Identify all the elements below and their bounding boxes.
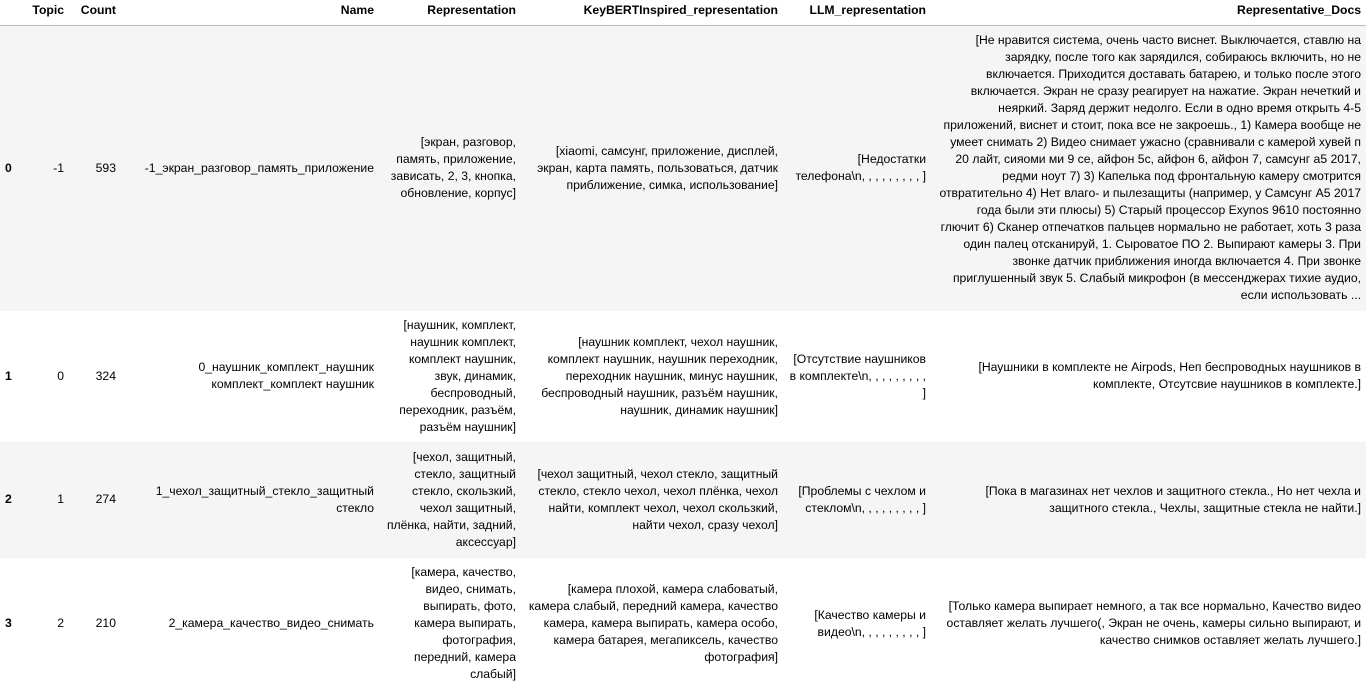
column-header-representative-docs: Representative_Docs [931, 0, 1366, 26]
column-header-count: Count [69, 0, 121, 26]
representation-cell: [наушник, комплект, наушник комплект, комплект наушник, звук, динамик, беспроводный, переходник, разъём, разъём наушник] [399, 317, 516, 434]
name-cell: -1_экран_разговор_память_приложение [144, 160, 374, 175]
keybert-representation-cell: [наушник комплект, чехол наушник, комплект наушник, наушник переходник, переходник наушник, минус наушник, беспроводный наушник, разъём наушник, наушник, динамик наушник] [541, 334, 778, 417]
column-header-llm-representation: LLM_representation [783, 0, 931, 26]
llm-representation-cell: [Проблемы с чехлом и стеклом\n, , , , , , , , , ] [798, 483, 926, 515]
table-row [0, 558, 1366, 690]
row-index: 0 [5, 160, 12, 175]
representative-docs-cell: [Пока в магазинах нет чехлов и защитного стекла., Но нет чехла и защитного стекла., Чехлы, защитные стекла не найти.] [985, 483, 1361, 515]
keybert-representation-cell: [xiaomi, самсунг, приложение, дисплей, экран, карта память, пользоваться, датчик приближение, симка, использование] [537, 143, 778, 192]
topic-cell: 2 [57, 616, 64, 630]
representation-cell: [камера, качество, видео, снимать, выпирать, фото, камера выпирать, фотография, передний, камера слабый] [411, 565, 516, 681]
representative-docs-cell: [Не нравится система, очень часто виснет. Выключается, ставлю на зарядку, после того как зарядился, собираюсь включить, но не включается. Приходится доставать батарею, и только после этого включается. Экран не сразу реагирует на нажатие. Экран нечеткий и неяркий. Заряд держит недолго. Если в одно время открыть 4-5 приложений, виснет и стоит, пока все не закроешь., 1) Камера вообще не умеет снимать 2) Видео снимает ужасно (сравнивали с камерой хувей п 20 лайт, сияоми ми 9 се, айфон 5с, айфон 6, айфон 7, самсунг а5 2017, редми ноут 7) 3) Капелька под фронтальную камеру смотрится отвратительно 4) Нет влаго- и пылезащиты (например, у Самсунг А5 2017 года были эти плюсы) 5) Старый процессор Exynos 9610 постоянно глючит 6) Сканер отпечатков пальцев нормально не работает, хоть 3 раза один палец отсканируй, 1. Сыроватое ПО 2. Выпирают камеры 3. При звонке датчик приближения иногда включается 4. При звонке приглушенный звук 5. Слабый микрофон (в мессенджерах тихие аудио, если использовать ... [939, 33, 1361, 303]
table-row [0, 311, 1366, 442]
row-index: 1 [5, 368, 12, 383]
keybert-representation-cell: [камера плохой, камера слабоватый, камера слабый, передний камера, качество камера, камера выпирать, камера особо, камера батарея, мегапиксель, качество фотография] [528, 582, 778, 664]
llm-representation-cell: [Отсутствие наушников в комплекте\n, , , , , , , , , ] [789, 351, 926, 400]
table-row [0, 442, 1366, 558]
table-header [0, 0, 1366, 26]
row-index: 2 [5, 492, 12, 506]
name-cell: 2_камера_качество_видео_снимать [168, 616, 374, 630]
llm-representation-cell: [Качество камеры и видео\n, , , , , , , , , ] [814, 607, 926, 639]
row-index: 3 [5, 616, 12, 630]
count-cell: 324 [95, 368, 116, 383]
table-body [0, 26, 1366, 690]
topic-cell: 1 [57, 492, 64, 506]
column-header-keybert-representation: KeyBERTInspired_representation [521, 0, 783, 26]
topic-cell: 0 [57, 368, 64, 383]
keybert-representation-cell: [чехол защитный, чехол стекло, защитный стекло, стекло чехол, чехол плёнка, чехол найти, комплект чехол, чехол скользкий, найти чехол, сразу чехол] [537, 466, 778, 532]
column-header-topic: Topic [24, 0, 69, 26]
representation-cell: [чехол, защитный, стекло, защитный стекло, скользкий, чехол защитный, плёнка, найти, задний, аксессуар] [386, 449, 516, 549]
representative-docs-cell: [Наушники в комплекте не Airpods, Нeп беспроводных наушников в комплекте, Отсутсвие наушников в комплекте.] [978, 360, 1361, 391]
column-header-name: Name [121, 0, 379, 26]
topic-cell: -1 [53, 160, 64, 175]
name-cell: 1_чехол_защитный_стекло_защитный стекло [155, 483, 374, 515]
table-row [0, 26, 1366, 311]
llm-representation-cell: [Недостатки телефона\n, , , , , , , , , ] [795, 152, 926, 184]
name-cell: 0_наушник_комплект_наушник комплект_комплект наушник [198, 360, 374, 391]
representation-cell: [экран, разговор, память, приложение, зависать, 2, 3, кнопка, обновление, корпус] [390, 135, 516, 201]
column-header-index [0, 0, 24, 26]
count-cell: 593 [95, 160, 116, 175]
count-cell: 210 [95, 616, 116, 630]
representative-docs-cell: [Только камера выпирает немного, а так все нормально, Качество видео оставляет желать лучшего(, Экран не очень, камеры сильно выпирают, и качество снимков оставляет желать лучшего.] [946, 599, 1361, 647]
column-header-representation: Representation [379, 0, 521, 26]
count-cell: 274 [95, 492, 116, 506]
